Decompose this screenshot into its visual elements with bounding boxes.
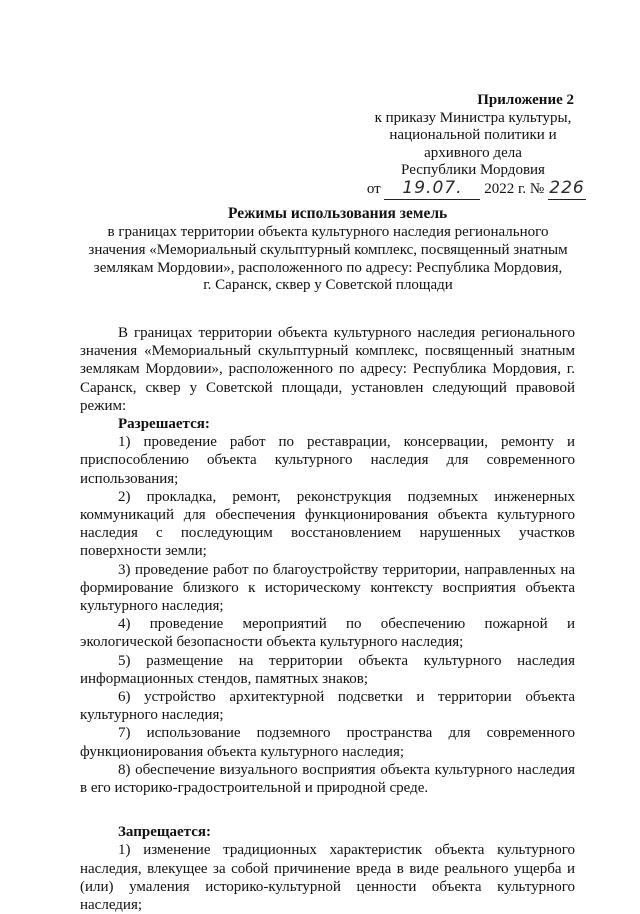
appendix-line: Республики Мордовия bbox=[401, 162, 545, 179]
intro-paragraph: В границах территории объекта культурного наследия регионального значения «Мемориальный скульптурный комплекс, посвященный знатным землякам Мордовии», расположенного по адресу: Республика Мордовия, г. Саранск, сквер у Советской площади, установлен следующий правовой режим: bbox=[80, 325, 575, 414]
allowed-item: 6) устройство архитектурной подсветки и территории объекта культурного наследия; bbox=[80, 689, 575, 724]
appendix-line: национальной политики и bbox=[389, 127, 557, 144]
number-field bbox=[548, 177, 586, 200]
allowed-item: 3) проведение работ по благоустройству территории, направленных на формирование близкого к историческому контексту восприятия объекта культурного наследия; bbox=[80, 561, 575, 615]
subtitle-line: г. Саранск, сквер у Советской площади bbox=[203, 277, 453, 294]
handwritten-date: 19.07. bbox=[402, 177, 463, 198]
appendix-line: архивного дела bbox=[424, 144, 522, 161]
appendix-title: Приложение 2 bbox=[477, 92, 574, 108]
forbidden-heading: Запрещается: bbox=[118, 824, 212, 841]
allowed-heading: Разрешается: bbox=[118, 416, 210, 433]
allowed-item: 7) использование подземного пространства для современного функционирования объекта культурного наследия; bbox=[80, 725, 575, 760]
order-year: 2022 г. № bbox=[484, 180, 545, 197]
forbidden-item: 1) изменение традиционных характеристик объекта культурного наследия, влекущее за собой причинение вреда в виде реального ущерба и (или) умаления историко-культурной ценности объекта культурного наследия; bbox=[80, 842, 575, 914]
date-prefix: от bbox=[366, 180, 381, 197]
document-title: Режимы использования земель bbox=[228, 205, 448, 222]
allowed-item: 5) размещение на территории объекта культурного наследия информационных стендов, памятных знаков; bbox=[80, 652, 575, 687]
allowed-item: 8) обеспечение визуального восприятия объекта культурного наследия в его историко-градостроительной и природной среде. bbox=[80, 761, 575, 797]
allowed-item: 2) прокладка, ремонт, реконструкция подземных инженерных коммуникаций для обеспечения функционирования объекта культурного наследия с последующим восстановлением нарушенных участков поверхности земли; bbox=[80, 488, 575, 560]
appendix-block bbox=[360, 92, 586, 200]
allowed-item: 4) проведение мероприятий по обеспечению пожарной и экологической безопасности объекта культурного наследия; bbox=[80, 616, 575, 651]
document-body bbox=[80, 324, 575, 914]
subtitle-line: землякам Мордовии», расположенного по адресу: Республика Мордовия, bbox=[93, 259, 563, 276]
appendix-line: к приказу Министра культуры, bbox=[374, 109, 572, 126]
subtitle-line: в границах территории объекта культурного наследия регионального bbox=[107, 224, 549, 240]
date-field bbox=[384, 177, 480, 200]
document-subtitle bbox=[78, 224, 578, 295]
handwritten-number: 226 bbox=[549, 177, 585, 198]
allowed-item: 1) проведение работ по реставрации, консервации, ремонту и приспособлению объекта культурного наследия для современного использования; bbox=[80, 434, 575, 487]
order-date-line bbox=[360, 177, 586, 200]
subtitle-line: значения «Мемориальный скульптурный комплекс, посвященный знатным bbox=[88, 241, 568, 258]
